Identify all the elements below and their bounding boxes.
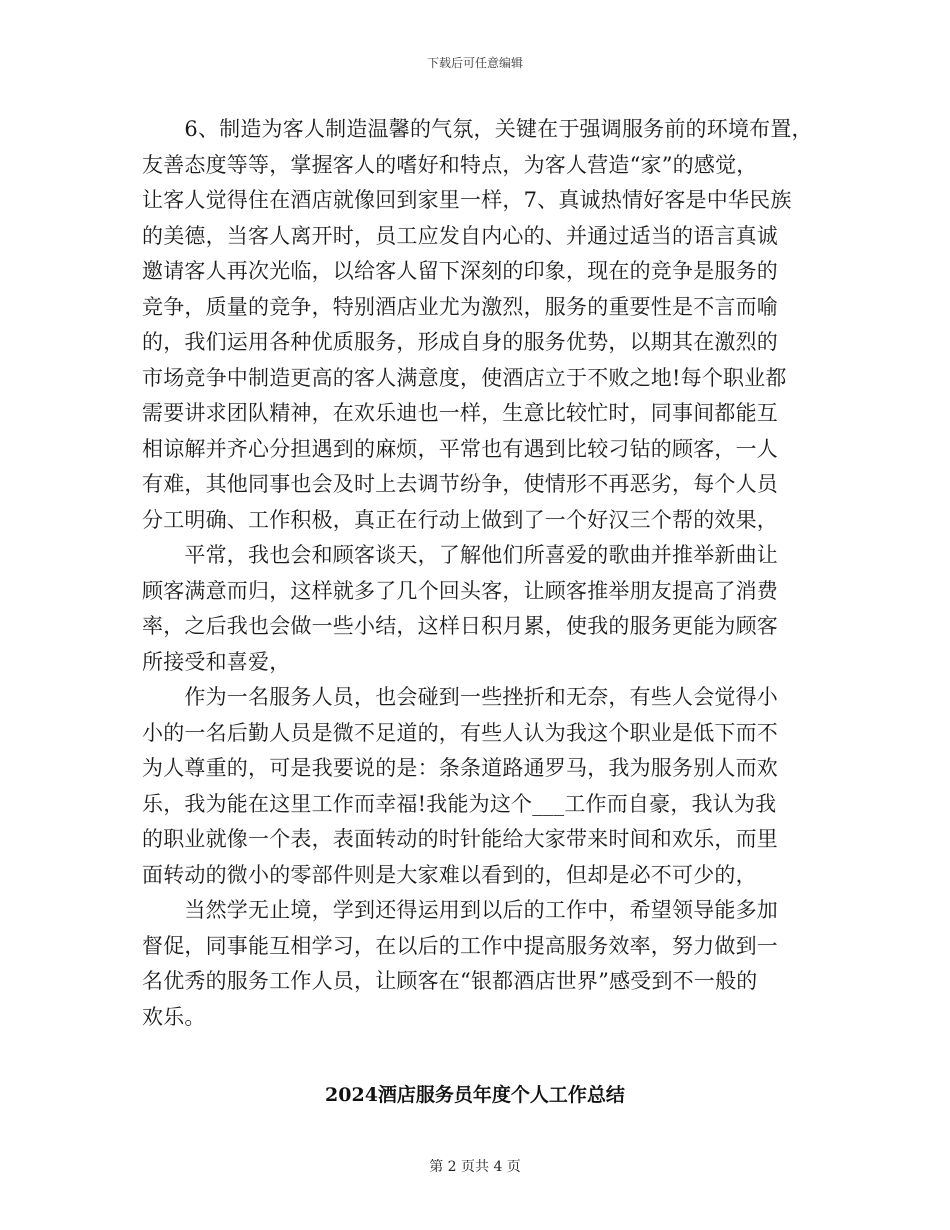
text-line: 所接受和喜爱， [142,649,291,674]
text-line: 欢乐。 [142,1004,206,1029]
text-line: 6、制造为客人制造温馨的气氛，关键在于强调服务前的环境布置， [142,117,813,141]
text-line: 平常，我也会和顾客谈天，了解他们所喜爱的歌曲并推举新曲让 [142,543,778,567]
text-line: 需要讲求团队精神，在欢乐迪也一样，生意比较忙时，同事间都能互 [142,401,778,425]
text-line: 邀请客人再次光临，以给客人留下深刻的印象，现在的竞争是服务的 [142,259,778,283]
text-line: 分工明确、工作积极，真正在行动上做到了一个好汉三个帮的效果， [142,507,778,532]
paragraph-3 [142,680,822,893]
text-line: 作为一名服务人员，也会碰到一些挫折和无奈，有些人会觉得小 [142,685,778,709]
paragraph-1 [142,112,822,538]
text-line: 让客人觉得住在酒店就像回到家里一样，7、真诚热情好客是中华民族 [142,188,792,212]
text-line: 当然学无止境，学到还得运用到以后的工作中，希望领导能多加 [142,898,778,922]
text-line: 乐，我为能在这里工作而幸福!我能为这个___工作而自豪，我认为我 [142,791,777,816]
text-line: 的美德，当客人离开时，员工应发自内心的、并通过适当的语言真诚 [142,223,778,248]
paragraph-4 [142,893,822,1035]
text-line: 面转动的微小的零部件则是大家难以看到的，但却是必不可少的， [142,862,757,887]
text-line: 市场竞争中制造更高的客人满意度，使酒店立于不败之地!每个职业都 [142,365,787,390]
text-line: 名优秀的服务工作人员，让顾客在“银都酒店世界”感受到不一般的 [142,969,758,993]
document-body [142,112,822,1035]
paragraph-2 [142,538,822,680]
document-title: 2024酒店服务员年度个人工作总结 [325,1084,625,1106]
text-line: 的职业就像一个表，表面转动的时针能给大家带来时间和欢乐，而里 [142,827,778,851]
text-line: 小的一名后勤人员是微不足道的，有些人认为我这个职业是低下而不 [142,720,778,745]
text-line: 顾客满意而归，这样就多了几个回头客，让顾客推举朋友提高了消费 [142,578,778,603]
text-line: 友善态度等等，掌握客人的嗜好和特点，为客人营造“家”的感觉， [142,152,758,177]
page-number: 第 2 页共 4 页 [429,1159,521,1175]
text-line: 督促，同事能互相学习，在以后的工作中提高服务效率，努力做到一 [142,933,778,958]
text-line: 相谅解并齐心分担遇到的麻烦，平常也有遇到比较刁钻的顾客，一人 [142,436,778,461]
text-line: 竞争，质量的竞争，特别酒店业尤为激烈，服务的重要性是不言而喻 [142,294,778,319]
text-line: 率，之后我也会做一些小结，这样日积月累，使我的服务更能为顾客 [142,614,778,638]
page-header-note: 下载后可任意编辑 [426,56,523,70]
text-line: 有难，其他同事也会及时上去调节纷争，使情形不再恶劣，每个人员 [142,472,778,496]
text-line: 为人尊重的，可是我要说的是：条条道路通罗马，我为服务别人而欢 [142,756,778,780]
text-line: 的，我们运用各种优质服务，形成自身的服务优势，以期其在激烈的 [142,330,778,354]
